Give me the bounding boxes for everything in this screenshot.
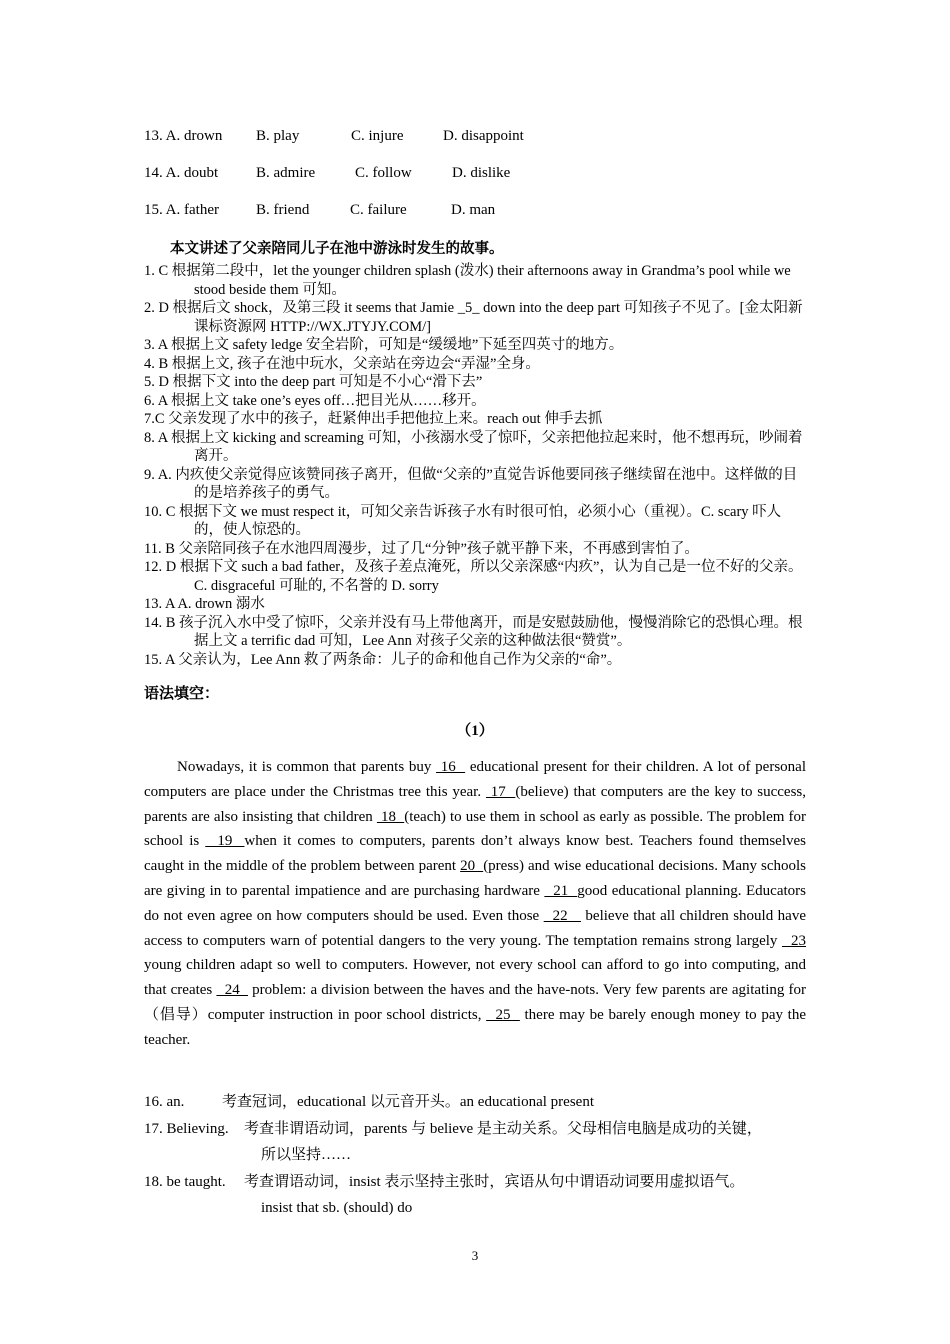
blank-23: 23 xyxy=(781,932,807,949)
answer-item: 9. A. 内疚使父亲觉得应该赞同孩子离开，但做“父亲的”直觉告诉他要同孩子继续留在池中。这样做的目的是培养孩子的勇气。 xyxy=(144,466,798,501)
option-c: C. failure xyxy=(350,202,407,218)
blank-21: 21 xyxy=(544,882,578,899)
blank-25: 25 xyxy=(486,1006,520,1023)
option-a: 14. A. doubt xyxy=(144,165,219,181)
blank-16: 16 xyxy=(436,759,466,775)
answer-item: 8. A 根据上文 kicking and screaming 可知，小孩溺水受了惊吓，父亲把他拉起来时，他不想再玩，吵闹着离开。 xyxy=(144,429,803,464)
option-line-13 xyxy=(144,128,524,145)
answer-item: 11. B 父亲陪同孩子在水池四周漫步，过了几“分钟”孩子就平静下来，不再感到害怕了。 xyxy=(144,540,699,557)
option-b: B. play xyxy=(256,128,300,144)
option-b: B. friend xyxy=(256,202,310,218)
key-item-17: 17. Believing. 考查非谓语动词，parents 与 believe 是主动关系。父母相信电脑是成功的关键， 所以坚持…… xyxy=(144,1121,762,1163)
answer-item: 2. D 根据后文 shock，及第三段 it seems that Jamie _5_ down into the deep part 可知孩子不见了。[金太阳新课标资源网 HTTP://WX.JTYJY.COM/] xyxy=(144,300,803,335)
answer-item: 14. B 孩子沉入水中受了惊吓，父亲并没有马上带他离开，而是安慰鼓励他，慢慢消除它的恐惧心理。根据上文 a terrific dad 可知，Lee Ann 对孩子父亲的这种做法很“赞赏”。 xyxy=(144,614,803,649)
answer-item: 6. A 根据上文 take one’s eyes off…把目光从……移开。 xyxy=(144,392,486,409)
page-number: 3 xyxy=(471,1248,479,1263)
option-d: D. man xyxy=(451,202,496,218)
key-item-16: 16. an. 考查冠词，educational 以元音开头。an educational present xyxy=(144,1094,594,1110)
answer-keys xyxy=(144,1089,808,1222)
answer-item: 15. A 父亲认为，Lee Ann 救了两条命：儿子的命和他自己作为父亲的“命”。 xyxy=(144,651,622,668)
option-c: C. follow xyxy=(355,165,412,181)
blank-18: 18 xyxy=(376,808,405,825)
answer-item: 7.C 父亲发现了水中的孩子，赶紧伸出手把他拉上来。reach out 伸手去抓 xyxy=(144,411,603,427)
key-item-18: 18. be taught. 考查谓语动词，insist 表示坚持主张时，宾语从句中谓语动词要用虚拟语气。 insist that sb. (should) do xyxy=(144,1174,745,1216)
answer-item: 4. B 根据上文, 孩子在池中玩水，父亲站在旁边会“弄湿”全身。 xyxy=(144,355,540,372)
option-a: 15. A. father xyxy=(144,202,219,218)
blank-19: 19 xyxy=(205,833,245,850)
answer-item: 13. A A. drown 溺水 xyxy=(144,596,265,612)
answer-explanations xyxy=(144,262,808,669)
answer-item: 5. D 根据下文 into the deep part 可知是不小心“滑下去” xyxy=(144,374,483,390)
answer-item: 10. C 根据下文 we must respect it，可知父亲告诉孩子水有时很可怕，必须小心（重视）。C. scary 吓人的，使人惊恐的。 xyxy=(144,503,782,538)
option-d: D. dislike xyxy=(452,165,511,181)
sub-title: （1） xyxy=(456,723,494,739)
answer-item: 3. A 根据上文 safety ledge 安全岩阶，可知是“缓缓地”下延至四英寸的地方。 xyxy=(144,337,624,353)
option-line-14 xyxy=(144,165,510,182)
option-d: D. disappoint xyxy=(443,128,524,144)
option-a: 13. A. drown xyxy=(144,128,223,144)
option-line-15 xyxy=(144,202,495,219)
passage-summary: 本文讲述了父亲陪同儿子在池中游泳时发生的故事。 xyxy=(170,241,504,257)
section-title: 语法填空： xyxy=(144,686,220,702)
grammar-passage: Nowadays, it is common that parents buy 16 educational present for their children. A lot of personal computers are place under the Christmas tree this year. 17 (believe) that computers are the key to success, parents are also insisting that children 18 (teach) to use them in school as early as possible. The problem for school is 19 when it comes to computers, parents don’t always know best. Teachers found themselves caught in the middle of the problem between parent 20 (press) and wise educational decisions. Many schools are giving in to parental impatience and are purchasing hardware 21 good educational planning. Educators do not even agree on how computers should be used. Even those 22 believe that all children should have access to computers warn of potential dangers to the very young. The temptation remains strong largely 23 young children adapt so well to computers. However, not every school can afford to go into computing, and that creates 24 problem: a division between the haves and the have-nots. Very few parents are agitating for（倡导）computer instruction in poor school districts, 25 there may be barely enough money to pay the teacher. xyxy=(144,759,807,1048)
answer-item: 12. D 根据下文 such a bad father，及孩子差点淹死，所以父亲深感“内疚”，认为自己是一位不好的父亲。C. disgraceful 可耻的, 不名誉的 D. sorry xyxy=(144,559,803,594)
blank-17: 17 xyxy=(485,783,516,800)
blank-24: 24 xyxy=(216,982,249,999)
answer-item: 1. C 根据第二段中，let the younger children splash (泼水) their afternoons away in Grandma’s pool while we stood beside them 可知。 xyxy=(144,263,791,298)
blank-20: 20 xyxy=(460,858,484,875)
option-b: B. admire xyxy=(256,165,316,181)
blank-22: 22 xyxy=(543,907,581,924)
option-c: C. injure xyxy=(351,128,404,144)
